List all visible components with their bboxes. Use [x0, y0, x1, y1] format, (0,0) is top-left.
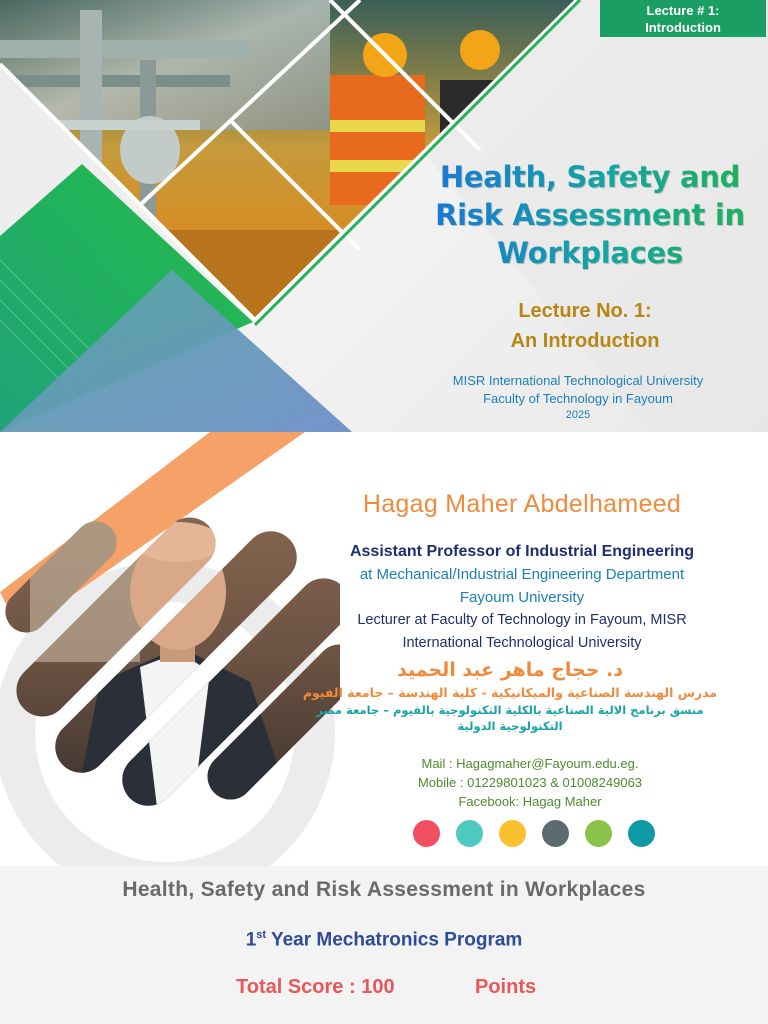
title-slide — [0, 0, 768, 432]
instructor-slide — [0, 432, 768, 866]
year: 2025 — [565, 409, 591, 421]
points-label: Points — [475, 976, 537, 998]
decorative-dots — [413, 820, 655, 848]
dot-teal — [456, 820, 483, 847]
bio-title: Assistant Professor of Industrial Engineering — [349, 543, 695, 560]
university-block — [420, 372, 736, 422]
arabic-line1: مدرس الهندسة الصناعية والميكانيكية - كلية الهندسة – جامعة الفيوم — [302, 685, 718, 700]
lecture-tag-line1: Lecture # 1: — [646, 3, 720, 18]
bio-lecturer-cont: International Technological University — [402, 635, 642, 651]
course-info-slide — [0, 866, 768, 1024]
main-title-line2: Risk Assessment in — [400, 196, 768, 234]
arabic-name: د. حجاج ماهر عبد الحميد — [396, 659, 624, 681]
lecture-tag — [600, 0, 766, 37]
lecture-subtitle: An Introduction — [510, 330, 660, 352]
dot-gray — [542, 820, 569, 847]
program-year-number: 1 — [245, 929, 257, 951]
instructor-bio — [318, 540, 726, 655]
instructor-name: Hagag Maher Abdelhameed — [362, 490, 682, 518]
program-name: Year Mechatronics Program — [266, 929, 523, 951]
lecture-heading — [440, 296, 730, 356]
contact-facebook: Facebook: Hagag Maher — [458, 794, 602, 809]
dot-green — [585, 820, 612, 847]
bio-university: Fayoum University — [459, 589, 585, 606]
arabic-block — [300, 656, 720, 734]
arabic-line2: منسق برنامج الالية الصناعية بالكلية التكنولوجية بالفيوم – جامعة مصر التكنولوجية الدولية — [316, 703, 704, 733]
program-year-suffix: st — [256, 929, 267, 941]
contact-mobile: Mobile : 01229801023 & 01008249063 — [417, 775, 643, 790]
total-score: Total Score : 100 — [236, 976, 395, 998]
course-title: Health, Safety and Risk Assessment in Workplaces — [122, 878, 646, 901]
faculty-name: Faculty of Technology in Fayoum — [483, 391, 673, 406]
dot-red — [413, 820, 440, 847]
bio-department: at Mechanical/Industrial Engineering Department — [359, 566, 685, 583]
main-title — [400, 158, 768, 272]
main-title-line3: Workplaces — [400, 234, 768, 272]
lecture-tag-line2: Introduction — [645, 20, 721, 35]
dot-dark-teal — [628, 820, 655, 847]
contact-block — [360, 754, 700, 811]
lecture-number: Lecture No. 1: — [518, 300, 652, 322]
contact-mail: Mail : Hagagmaher@Fayoum.edu.eg. — [421, 756, 639, 771]
program-line — [0, 929, 768, 951]
main-title-line1: Health, Safety and — [400, 158, 768, 196]
university-name: MISR International Technological University — [452, 373, 704, 388]
dot-yellow — [499, 820, 526, 847]
bio-lecturer: Lecturer at Faculty of Technology in Fayoum, MISR — [357, 612, 687, 628]
